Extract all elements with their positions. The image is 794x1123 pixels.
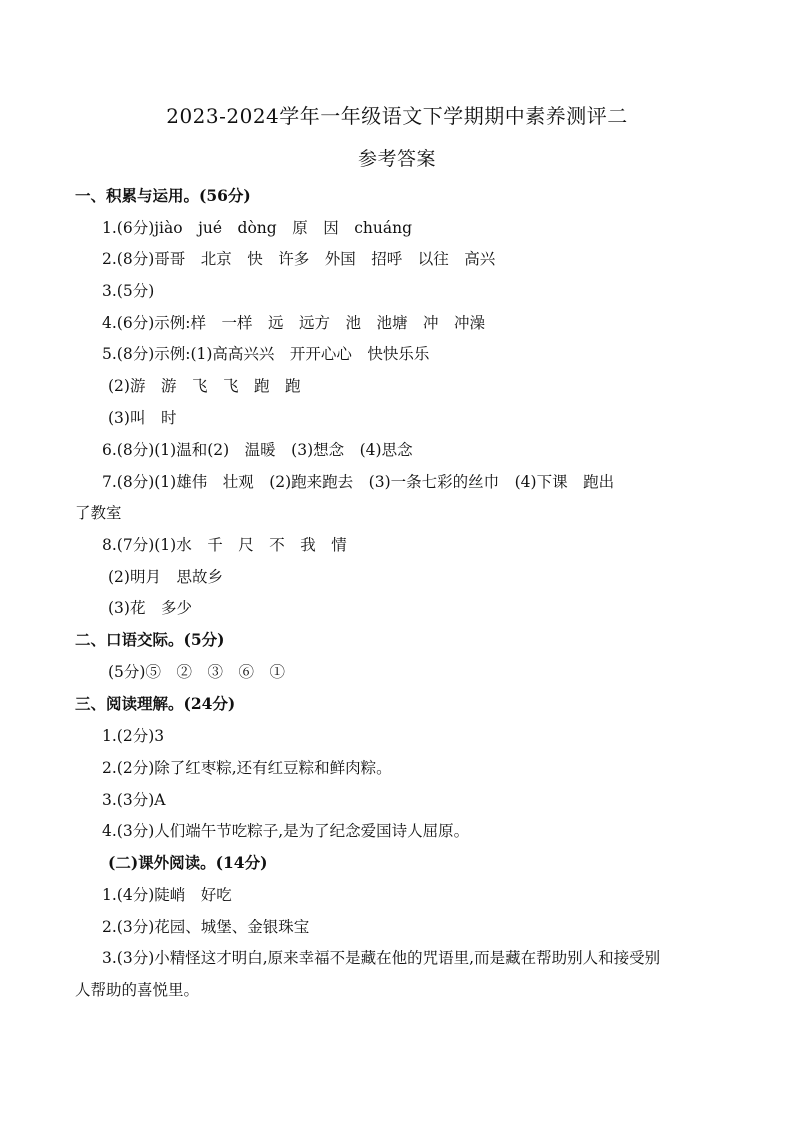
- answer-3b-1: 1.(4分)陡峭 好吃: [102, 886, 232, 904]
- answer-1-8-part3: (3)花 多少: [108, 599, 192, 617]
- subsection-heading-extracurricular: (二)课外阅读。(14分): [108, 853, 268, 872]
- answer-1-3: 3.(5分): [102, 282, 155, 300]
- answer-1-7: 7.(8分)(1)雄伟 壮观 (2)跑来跑去 (3)一条七彩的丝巾 (4)下课 跑出: [102, 473, 615, 491]
- section-heading-oral: 二、口语交际。(5分): [75, 630, 225, 649]
- answer-3-3: 3.(3分)A: [102, 791, 166, 809]
- answer-1-2: 2.(8分)哥哥 北京 快 许多 外国 招呼 以往 高兴: [102, 250, 496, 268]
- answer-3b-3: 3.(3分)小精怪这才明白,原来幸福不是藏在他的咒语里,而是藏在帮助别人和接受别: [102, 949, 661, 967]
- answer-1-5-part3: (3)叫 时: [108, 409, 177, 427]
- answer-1-4: 4.(6分)示例:样 一样 远 远方 池 池塘 冲 冲澡: [102, 314, 485, 332]
- answer-1-7-continued: 了教室: [75, 504, 122, 522]
- answer-3b-3-continued: 人帮助的喜悦里。: [75, 981, 200, 999]
- answer-1-8: 8.(7分)(1)水 千 尺 不 我 情: [102, 536, 347, 554]
- section-heading-reading: 三、阅读理解。(24分): [75, 694, 236, 713]
- section-heading-accumulation: 一、积累与运用。(56分): [75, 186, 251, 205]
- answer-1-5-part2: (2)游 游 飞 飞 跑 跑: [108, 377, 301, 395]
- answer-3-2: 2.(2分)除了红枣粽,还有红豆粽和鲜肉粽。: [102, 759, 392, 777]
- answer-1-5: 5.(8分)示例:(1)高高兴兴 开开心心 快快乐乐: [102, 345, 430, 363]
- answer-2: (5分)⑤ ② ③ ⑥ ①: [108, 663, 285, 681]
- answer-1-6: 6.(8分)(1)温和(2) 温暖 (3)想念 (4)思念: [102, 441, 413, 459]
- answer-3-4: 4.(3分)人们端午节吃粽子,是为了纪念爱国诗人屈原。: [102, 822, 470, 840]
- page-subtitle: 参考答案: [357, 148, 436, 170]
- answer-3b-2: 2.(3分)花园、城堡、金银珠宝: [102, 918, 310, 936]
- answer-1-8-part2: (2)明月 思故乡: [108, 568, 223, 586]
- answer-3-1: 1.(2分)3: [102, 727, 165, 745]
- page-title: 2023-2024学年一年级语文下学期期中素养测评二: [166, 104, 628, 128]
- answer-1-1: 1.(6分)jiào jué dòng 原 因 chuáng: [102, 219, 412, 237]
